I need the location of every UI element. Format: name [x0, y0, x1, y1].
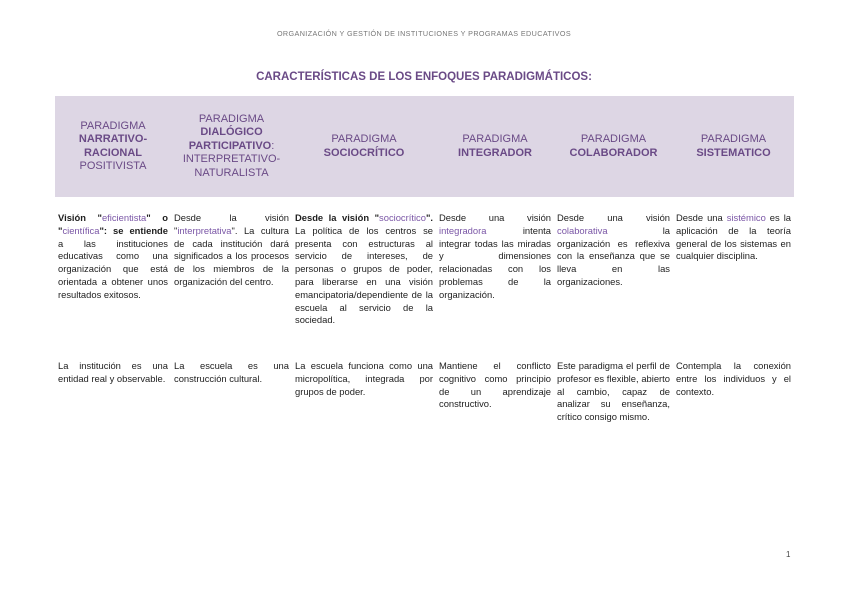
running-header: ORGANIZACIÓN Y GESTIÓN DE INSTITUCIONES Y PROGRAMAS EDUCATIVOS	[276, 29, 572, 38]
cell-vision-sociocritico: Desde la visión "sociocrítico". La política de los centros se presenta con estructuras al servicio de intereses, de personas o grupos de poder, para liberarse en una visión emancipatoria/dependiente de la escuela al servicio de la sociedad.	[295, 212, 433, 326]
table-header-row	[55, 96, 794, 197]
column-header-integrador: PARADIGMA INTEGRADOR	[458, 133, 532, 159]
cell-vision-sistematico: Desde una sistémico es la aplicación de la teoría general de los sistemas en cualquier disciplina.	[676, 212, 791, 262]
cell-escuela-colaborador: Este paradigma el perfil de profesor es flexible, abierto al cambio, capaz de analizar su enseñanza, crítico consigo mismo.	[557, 360, 670, 423]
column-header-sistematico: PARADIGMA SISTEMATICO	[696, 133, 771, 159]
column-header-colaborador: PARADIGMA COLABORADOR	[569, 133, 658, 159]
page-title: CARACTERÍSTICAS DE LOS ENFOQUES PARADIGMÁTICOS:	[256, 71, 592, 83]
page-number: 1	[786, 550, 791, 559]
column-header-dialogico: PARADIGMA DIALÓGICO PARTICIPATIVO: INTERPRETATIVO-NATURALISTA	[182, 112, 281, 179]
column-header-sociocritico: PARADIGMA SOCIOCRÍTICO	[323, 133, 405, 159]
cell-vision-narrativo: Visión "eficientista" o "científica": se entiende a las instituciones educativas como una organización que está orientada a obtener unos resultados exitosos.	[58, 212, 168, 300]
cell-vision-colaborador: Desde una visión colaborativa la organización es reflexiva con la enseñanza que se lleva en las organizaciones.	[557, 212, 670, 287]
column-header-narrativo: PARADIGMA NARRATIVO-RACIONAL POSITIVISTA	[78, 119, 148, 172]
cell-escuela-sociocritico: La escuela funciona como una micropolítica, integrada por grupos de poder.	[295, 360, 433, 397]
table-row	[55, 352, 794, 424]
cell-vision-dialogico: Desde la visión "interpretativa". La cultura de cada institución dará significados a los procesos de los miembros de la organización del centro.	[174, 212, 289, 287]
cell-escuela-dialogico: La escuela es una construcción cultural.	[174, 360, 289, 384]
paradigms-table	[55, 96, 794, 424]
cell-escuela-integrador: Mantiene el conflicto cognitivo como principio de un aprendizaje constructivo.	[439, 360, 551, 410]
cell-escuela-sistematico: Contempla la conexión entre los individuos y el contexto.	[676, 360, 791, 397]
cell-vision-integrador: Desde una visión integradora intenta integrar todas las miradas y dimensiones relacionadas con los problemas de la organización.	[439, 212, 551, 300]
cell-escuela-narrativo: La institución es una entidad real y observable.	[58, 360, 168, 384]
table-row	[55, 197, 794, 352]
